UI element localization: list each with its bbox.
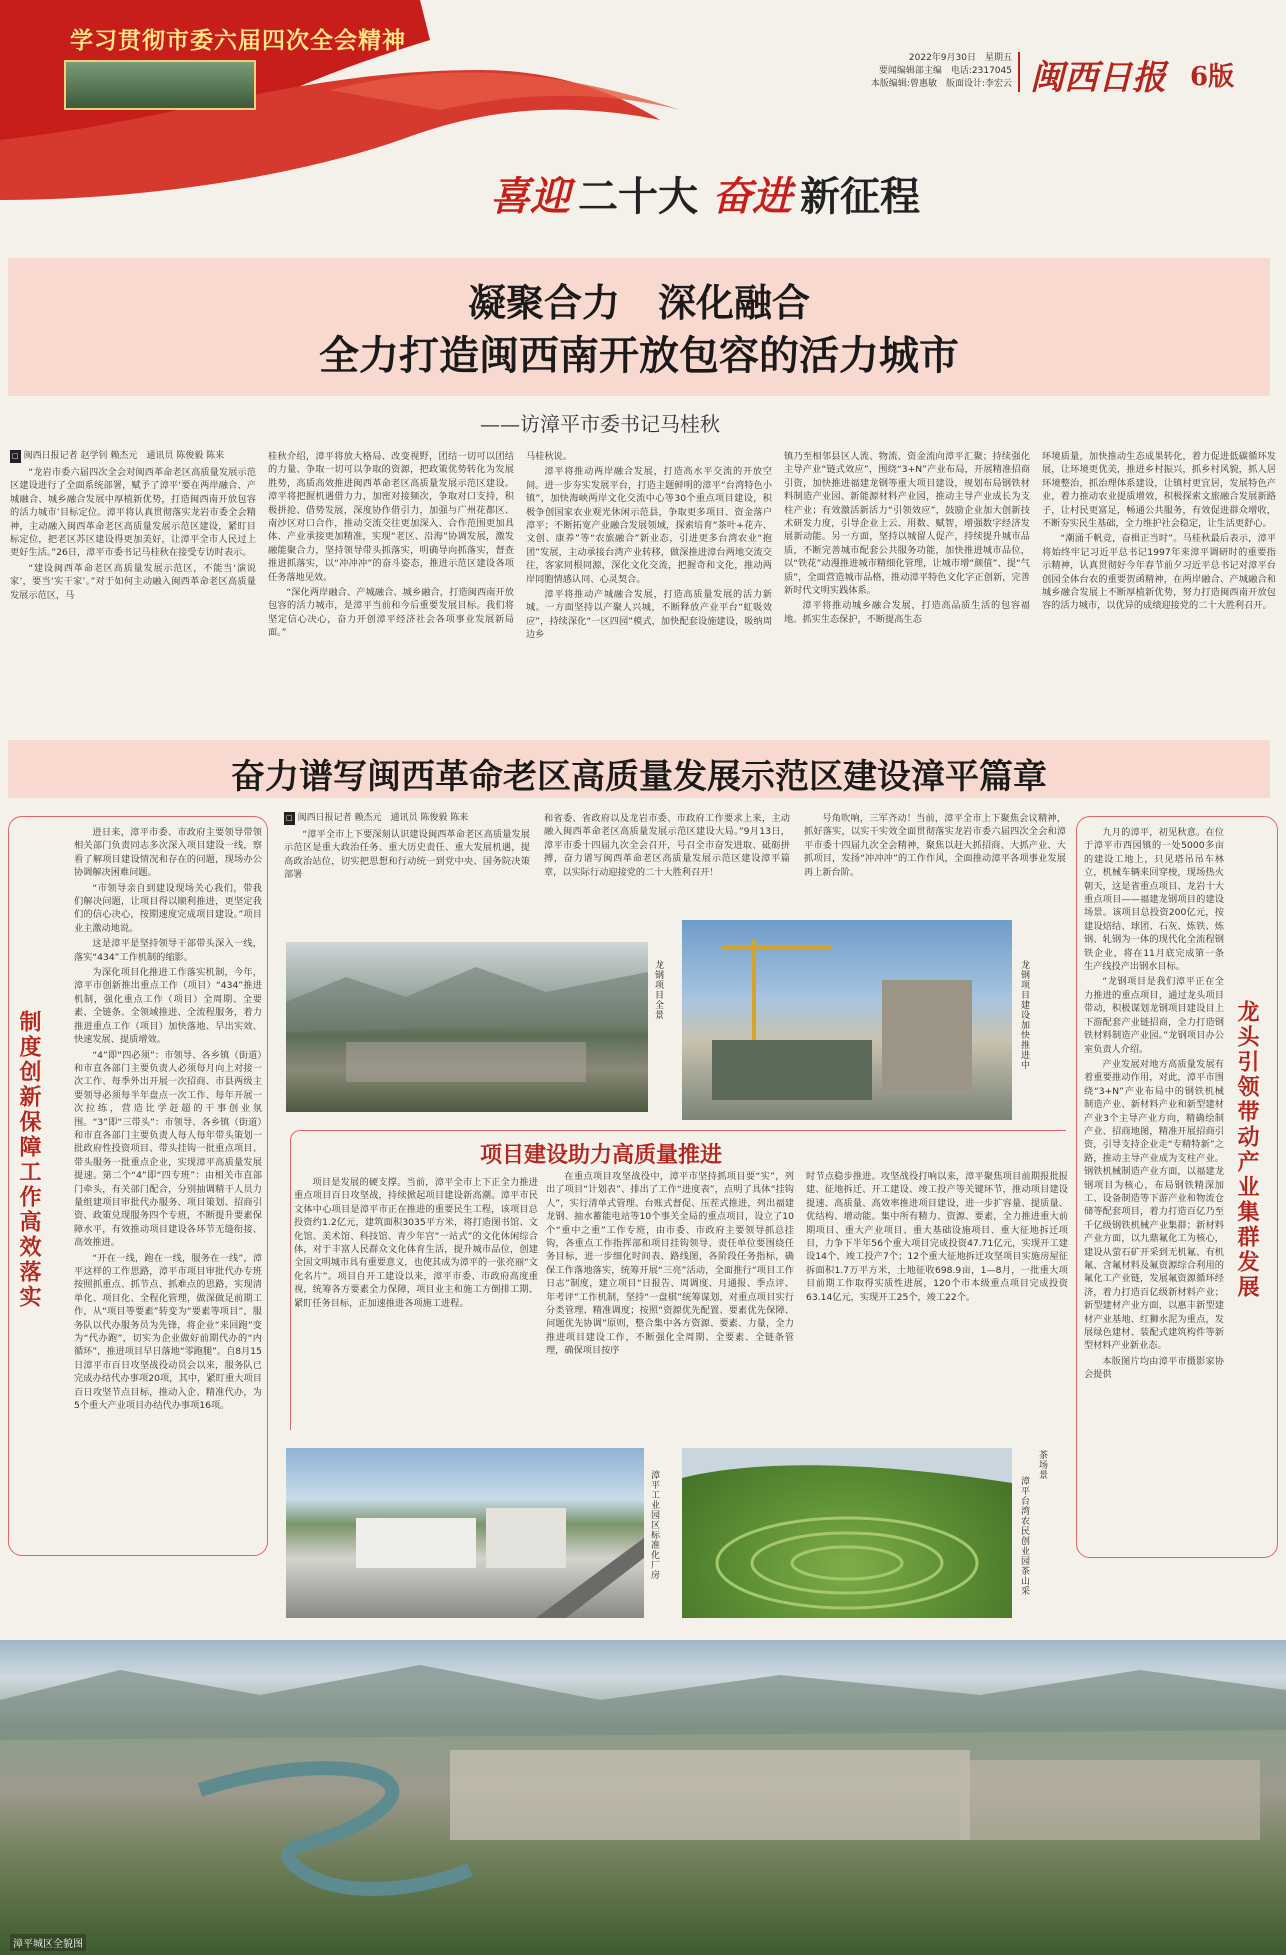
photo-tea-caption: 茶场景 — [1037, 1450, 1047, 1480]
photo-art — [682, 1448, 1012, 1618]
headline-subtitle: ——访漳平市委书记马桂秋 — [480, 412, 720, 436]
right-sidebar-text — [1084, 826, 1224, 1550]
paragraph: 环境质量，加快推动生态成果转化，着力促进低碳循环发展，让环境更优美，推进乡村振兴，抓乡村风貌，抓人居环境整治，抓治理体系建设，让镇村更宜居，发展特色产业，着力推动农业提质增效，积极探索文旅融合发展新路子，让村民更富足，畅通公共服务，有效促进群众增收，不断夯实民生基础，全力维护社会稳定，让生活更舒心。 — [1042, 451, 1276, 530]
left-sidebar-heading: 制度创新保障工作高效落实 — [16, 1010, 42, 1310]
paragraph: 时节点稳步推进。攻坚战役打响以来，漳平聚焦项目前期报批报建、征地拆迁、开工建设、竣工投产等关键环节，推动项目建设提速、高质量、高效率推进项目建设，进一步扩容量、提质量、优结构、增动能。集中所有精力、资源、要素，全力推进重大前期项目、重大产业项目、重大基础设施项目、重大征地拆迁项目，力争下半年56个重大项目完成投资47.71亿元，实现开工建设14个、竣工投产7个；12个重大征地拆迁攻坚项目实施房屋征拆面积1.7万平方米，土地征收698.9亩，1—8月，一批重大项目前期工作取得实质性进展，120个市本级重点项目完成投资63.14亿元，实现开工25个，竣工22个。 — [806, 1171, 1068, 1303]
headline-line-1: 凝聚合力 深化融合 — [467, 281, 810, 325]
paragraph: 漳平将推动城乡融合发展，打造高品质生活的包容福地。抓实生态保护，不断提高生态 — [784, 600, 1030, 625]
theme-black-1: 二十大 — [578, 173, 698, 220]
theme-red-1: 喜迎 — [490, 173, 570, 220]
banner-photo — [64, 60, 256, 110]
paragraph: 和省委、省政府以及龙岩市委、市政府工作要求上来，主动融入闽西革命老区高质量发展示范区建设大局。”9月13日，漳平市委十四届九次全会召开，号召全市奋发进取、砥砺拼搏，奋力谱写闽西革命老区高质量发展示范区建设漳平篇章，以实际行动迎接党的二十大胜利召开！ — [544, 813, 790, 878]
photo-city-caption: 漳平城区全貌图 — [10, 1934, 86, 1951]
mid-col2 — [546, 1170, 794, 1422]
article1-col1 — [10, 450, 256, 740]
photo-longgang-construction — [682, 920, 1012, 1120]
headline-box — [8, 258, 1270, 396]
paragraph: 漳平将推动产城融合发展，打造高质量发展的活力新城。一方面坚持以产聚人兴城，不断释放产业平台“虹吸效应”，持续深化“一区四园”模式，加快配套设施建设，吸纳周边乡 — [526, 589, 772, 641]
paragraph: 镇乃至相邻县区人流、物流、资金流向漳平汇聚；持续强化主导产业“链式效应”，围绕“3+N”产业布局，开展精准招商引资，加快推进福建龙钢等重大项目建设，规划布局钢铁材料制造产业园、新能源材料产业园，推动主导产业成长为支柱产业；有效激活新活力“引领效应”，鼓励企业加大创新技术研发力度，引导企业上云、用数、赋智，增强数字经济发展新动能。另一方面，坚持以城留人促产，持续提升城市品质，不断完善城市配套公共服务功能，加快推进城市品位，以“铁花”动漫推进城市精细化管理，让城市增“颜值”、提“气质”，全面营造城市品格，推动漳平特色文化字正创新，完善新时代文明实践体系。 — [784, 451, 1030, 597]
article1-col3 — [526, 450, 772, 740]
theme-black-2: 新征程 — [800, 173, 920, 220]
photo-art — [286, 942, 648, 1112]
section2-intro-col2 — [544, 812, 790, 932]
paragraph: “漳平全市上下要深刻认识建设闽西革命老区高质量发展示范区是重大政治任务、重大历史责任、重大发展机遇，提高政治站位，切实把思想和行动统一到党中央、国务院决策部署 — [284, 829, 530, 881]
mid-col3 — [806, 1170, 1068, 1422]
page-number: 6版 — [1190, 62, 1235, 92]
paragraph: 这是漳平是坚持领导干部带头深入一线，落实“434”工作机制的缩影。 — [74, 938, 262, 963]
staff-info: 本版编辑:曾惠敏 版面设计:李宏云 — [870, 79, 1012, 89]
banner-slogan: 学习贯彻市委六届四次全会精神 — [70, 27, 406, 54]
article1-col2 — [268, 450, 514, 740]
photo-industrial-caption: 漳平工业园区标准化厂房 — [649, 1470, 659, 1580]
paragraph: 号角吹响，三军齐动！当前，漳平全市上下聚焦会议精神，抓好落实，以实干实效全面贯彻落实龙岩市委六届四次全会和漳平市委十四届九次全会精神，聚焦以赶大抓招商、大抓产业、大抓项目，发扬“冲冲冲”的工作作风，全面推动漳平各项事业发展再上新台阶。 — [804, 813, 1066, 878]
headline-line-2: 全力打造闽西南开放包容的活力城市 — [319, 333, 959, 379]
paragraph: 为深化项目化推进工作落实机制，今年，漳平市创新推出重点工作（项目）“434”推进机制，强化重点工作（项目）全周期、全要素、全链条、全领域推进、全流程服务，着力推进重点工作（项目）加快落地、早出实效、快速发展、提质增效。 — [74, 967, 262, 1046]
photo-construction-caption: 龙钢项目建设加快推进中 — [1019, 960, 1029, 1070]
photo-longgang-panorama — [286, 942, 648, 1112]
paper-name: 闽西日报 — [1030, 58, 1166, 98]
paragraph: 九月的漳平，初见秋意。在位于漳平市西园镇的一处5000多亩的建设工地上，只见塔吊吊车林立，机械车辆来回穿梭，现场热火朝天，这是省重点项目、龙岩十大重点项目——福建龙钢项目的建设场景。该项目总投资200亿元，按建设焙结、球团、石灰、炼铁、炼钢、轧钢为一体的现代化全流程钢铁企业，将在11月底完成第一条生产线投产出钢水目标。 — [1084, 827, 1224, 973]
paragraph: “市领导亲自到建设现场关心我们，带我们解决问题，让项目得以顺利推进，更坚定我们的信心决心，按期速度完成项目建设。”项目业主激动地说。 — [74, 882, 262, 934]
section2-intro-col3 — [804, 812, 1066, 932]
photo-industrial-park — [286, 1448, 644, 1618]
photo-tea-garden — [682, 1448, 1012, 1618]
photo-credit: 本版图片均由漳平市摄影家协会提供 — [1084, 1355, 1224, 1381]
photo-city-panorama — [0, 1640, 1286, 1955]
paragraph: “深化两岸融合、产城融合、城乡融合，打造闽西南开放包容的活力城市，是漳平当前和今后重要发展目标。我们将坚定信心决心，奋力开创漳平经济社会各项事业发展新局面。” — [268, 587, 514, 639]
right-sidebar-heading: 龙头引领带动产业集群发展 — [1234, 1000, 1260, 1300]
paragraph: “4”即“四必须”：市领导、各乡镇（街道）和市直各部门主要负责人必须每月向上对接一次工作、每季外出开展一次招商、市县两级主要领导必须每半年盘点一次工作、每年开展一次拉练，营造比学赶超的干事创业氛围。“3”即“三带头”：市领导、各乡镇（街道）和市直各部门主要负责人每人每年带头策划一批政府性投资项目、带头挂钩一批重点项目、带头服务一批重点企业，实现漳平高质量发展提速。第二个“4”即“四专班”：由相关市直部门牵头，有关部门配合，分别抽调精干人员力量组建项目审批代办服务、项目策划、招商引资、政策兑现服务四个专班，不断提升要素保障水平，有效推动项目建设各环节无缝衔接、高效推进。 — [74, 1049, 262, 1249]
section2-byline: □ 闽西日报记者 赖杰元 通讯员 陈俊毅 陈来 — [286, 813, 469, 823]
photo-art — [286, 1448, 644, 1618]
paragraph: 马桂秋说。 — [526, 451, 572, 462]
paragraph: 项目是发展的硬支撑。当前，漳平全市上下正全力推进重点项目百日攻坚战，持续掀起项目建设新高潮。漳平市民文体中心项目是漳平市正在推进的重要民生工程，该项目总投资约1.2亿元，建筑面积3035平方米，将打造图书馆、文化馆、美术馆、科技馆、青少年宫“一站式”的文化休闲综合体，对于丰富人民群众文化体育生活，提升城市品位，创建全国文明城市具有重要意义，也使其成为漳平的一张亮丽“文化名片”。项目自开工建设以来，漳平市委、市政府高度重视，统筹各方要素全力保障，项目业主和施工方倒排工期、紧盯任务目标，正加速推进各项施工进程。 — [294, 1177, 538, 1309]
paragraph: 在重点项目攻坚战役中，漳平市坚持抓项目要“实”，列出了项目“计划表”、排出了工作“进度表”，点明了具体“挂钩人”，实行清单式管理、台账式督促、压茬式推进，列出福建龙钢、抽水蓄能电站等10个事关全局的重点项目，设立了10个“重中之重”工作专班，由市委、市政府主要领导抓总挂钩，各重点工作指挥部和项目挂钩领导、责任单位要围绕任务目标，进一步细化时间表、路线图，各阶段任务指标，确保工作落地落实，统筹开展“三亮”活动，全面推行“项目工作日志”制度，建立项目“日报告、周调度、月通报、季点评、年考评”工作机制，坚持“一盘棋”统筹谋划，对重点项目实行分类管理、精准调度；按照“资源优先配置、要素优先保障、问题优先协调”原则，整合集中各方资源、要素、力量，全力推进项目建设工作，不断强化全周期、全要素、全链条管理，确保项目按序 — [546, 1171, 794, 1357]
paragraph: “龙钢项目是我们漳平正在全力推进的重点项目，通过龙头项目带动，积极谋划龙钢项目建设目上下游配套产业链招商，全力打造钢铁材料制造产业园。”龙钢项目办公室负责人介绍。 — [1084, 976, 1224, 1055]
section2-title: 奋力谱写闽西革命老区高质量发展示范区建设漳平篇章 — [231, 757, 1047, 797]
section2-title-box — [8, 740, 1270, 798]
paragraph: 产业发展对地方高质量发展有着重要推动作用，对此，漳平市围绕“3+N”产业布局中的钢铁机械制造产业、新材料产业和新型建材产业3个主导产业方向，精确绘制产业、招商地图，精准开展招商引资，引导支持企业走“专精特新”之路，推动主导产业成为支柱产业。钢铁机械制造产业方面，以福建龙钢项目为核心，布局钢铁精深加工、设备制造等下游产业和物流仓储等配套项目，着力打造百亿乃至千亿级钢铁机械产业集群；新材料产业方面，以九鼎氟化工为核心，建设从萤石矿开采到无机氟、有机氟、含氟材料及氟资源综合利用的氟化工产业链，发展氟资源循环经济，着力打造百亿级新材料产业；新型建材产业方面，以惠丰新型建材产业基地、红狮水泥为重点，发展绿色建材、装配式建筑构件等新型材料产业新业态。 — [1084, 1058, 1224, 1352]
paragraph: “开在一线，跑在一线，服务在一线”，漳平这样的工作思路，漳平市项目审批代办专班按照抓重点、抓节点、抓难点的思路，实现清单化、项目化、全程化管理，做深做足前期工作，从“项目等要素”转变为“要素等项目”，服务队以代办服务员为先锋，将企业“来回跑”变为“代办跑”，切实为企业做好前期代办的“内循环”，推进项目早日落地“零跑腿”。自8月15日漳平市百日攻坚战役动员会以来，服务队已完成办结代办事项20项，其中，紧盯重大项目百日攻坚节点目标，推动入企、精准代办，为5个重大产业项目办结代办事项16项。 — [74, 1252, 262, 1412]
masthead-info — [842, 52, 1012, 91]
paragraph: “龙岩市委六届四次全会对闽西革命老区高质量发展示范区建设进行了全面系统部署，赋予了漳平‘要在两岸融合、产城融合、城乡融合发展中厚植新优势，打造闽西南开放包容的活力城市’目标定位。漳平将认真贯彻落实龙岩市委全会精神，主动融入闽西革命老区高质量发展示范区建设，紧盯目标定位，把老区苏区建设得更加美好，让漳平全市人民过上更好生活。”26日，漳平市委书记马桂秋在接受专访时表示。 — [10, 467, 256, 559]
paragraph: “建设闽西革命老区高质量发展示范区，不能当‘演说家’，要当‘实干家’。”对于如何主动融入闽西革命老区高质量发展示范区，马 — [10, 562, 256, 601]
paragraph: 漳平将推动两岸融合发展，打造高水平交流的开放空间。进一步夯实发展平台，打造主题鲜明的漳平“台湾特色小镇”，加快海峡两岸文化交流中心等30个重点项目建设，积极争创国家农业观光休闲示范县，争取更多项目、资金落户漳平；不断拓宽产业融合发展领域，探索培育“茶叶+花卉、文创、康养”等“农旅融合”新业态，引进更多台湾农业“抱团”发展，主动承接台湾产业转移，做深推进漳台两地交流交往，客家同根同源，深化文化交流，把握奇和文化，推动两岸同胞情感认同、心灵契合。 — [526, 466, 772, 585]
article1-byline: □ 闽西日报记者 赵学钊 赖杰元 通讯员 陈俊毅 陈来 — [12, 451, 225, 461]
left-sidebar-text — [74, 826, 262, 1546]
photo-tea-caption-2: 漳平台湾农民创业园茶山采 — [1019, 1476, 1029, 1596]
photo-art — [0, 1640, 1286, 1955]
issue-date: 2022年9月30日 星期五 — [908, 53, 1012, 63]
photo-longgang-caption: 龙钢项目全景 — [653, 960, 663, 1020]
photo-art — [682, 920, 1012, 1120]
article1-col5 — [1042, 450, 1276, 740]
theme-red-2: 奋进 — [712, 173, 792, 220]
section2-intro-col1 — [284, 812, 530, 932]
theme-line — [490, 165, 920, 222]
paragraph: 桂秋介绍，漳平将放大格局、改变视野，团结一切可以团结的力量、争取一切可以争取的资源，把政策优势转化为发展胜势，高质高效推进闽西革命老区高质量发展示范区建设。漳平将把握机遇借力力，加密对接频次，争取对口支持，积极拼抢、借势发展，深度协作借引力，加强与广州花都区、南沙区对口合作，推动交流交往更加深入、合作范围更加具体、产业承接更加精准，实现“老区、沿海”协调发展，激发融能聚合力，坚持领导带头抓落实，明确导向抓落实，督查推进抓落实，以“冲冲冲”的奋斗姿态，推进示范区建设各项任务落地见效。 — [268, 451, 514, 583]
masthead-divider — [1018, 52, 1020, 92]
mid-col1 — [294, 1176, 538, 1421]
paragraph: “潮涌千帆竞，奋楫正当时”。马桂秋最后表示，漳平将始终牢记习近平总书记1997年来漳平调研时的重要指示精神，认真贯彻好今年春节前夕习近平总书记对漳平台创园全体台农的重要贺函精神，在两岸融合、产城融合和城乡融合发展上不断厚植新优势，努力打造闽西南开放包容的活力城市，以优异的成绩迎接党的二十大胜利召开。 — [1042, 533, 1276, 612]
paragraph: 进日来，漳平市委、市政府主要领导带领相关部门负责同志多次深入项目建设一线，察看了解项目建设情况和存在的问题，现场办公协调解决困难问题。 — [74, 827, 262, 879]
editor-dept: 要闻编辑部主编 电话:2317045 — [878, 66, 1012, 76]
top-banner — [0, 0, 1286, 220]
article1-col4 — [784, 450, 1030, 740]
mid-heading: 项目建设助力高质量推进 — [480, 1142, 723, 1168]
